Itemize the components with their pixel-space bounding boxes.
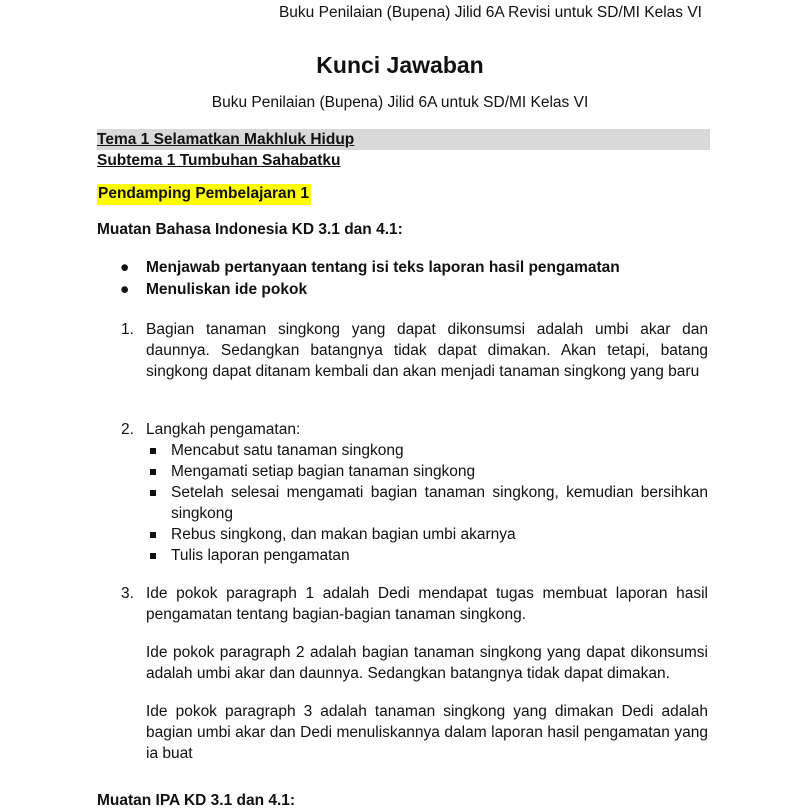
answer-3	[121, 583, 708, 764]
list-item: ● Menjawab pertanyaan tentang isi teks laporan hasil pengamatan	[118, 257, 620, 279]
answer-paragraph: Ide pokok paragraph 2 adalah bagian tanaman singkong yang dapat dikonsumsi adalah umbi akar dan daunnya. Sedangkan batangnya tidak dapat dimakan.	[146, 644, 708, 682]
answer-number: 3.	[121, 585, 134, 602]
list-item: Tulis laporan pengamatan	[146, 545, 708, 566]
bullet-icon: ●	[120, 259, 130, 276]
answer-text: Bagian tanaman singkong yang dapat dikonsumsi adalah umbi akar dan daunnya. Sedangkan batangnya tidak dapat dimakan. Akan tetapi, batang singkong dapat ditanam kembali dan akan menjadi tanaman singkong yang baru	[146, 321, 708, 380]
square-bullet-icon	[150, 532, 156, 538]
square-bullet-icon	[150, 553, 156, 559]
page-title: Kunci Jawaban	[316, 52, 484, 78]
page-subtitle: Buku Penilaian (Bupena) Jilid 6A untuk SD/MI Kelas VI	[211, 94, 589, 111]
square-bullet-icon	[150, 448, 156, 454]
answer-1	[121, 319, 708, 382]
square-bullet-icon	[150, 490, 156, 496]
running-header: Buku Penilaian (Bupena) Jilid 6A Revisi untuk SD/MI Kelas VI	[278, 4, 702, 21]
list-item: Mencabut satu tanaman singkong	[146, 440, 708, 461]
answer-number: 1.	[121, 321, 134, 338]
list-item: Rebus singkong, dan makan bagian umbi akarnya	[146, 524, 708, 545]
answer-2	[121, 419, 708, 566]
tema-heading: Tema 1 Selamatkan Makhluk Hidup	[97, 131, 355, 148]
answer-intro: Langkah pengamatan:	[146, 421, 301, 438]
list-item: ● Menuliskan ide pokok	[118, 279, 620, 301]
objectives-list	[118, 257, 620, 301]
list-item: Mengamati setiap bagian tanaman singkong	[146, 461, 708, 482]
answer-number: 2.	[121, 421, 134, 438]
pendamping-heading: Pendamping Pembelajaran 1	[97, 184, 311, 205]
subtema-heading: Subtema 1 Tumbuhan Sahabatku	[97, 152, 341, 169]
square-bullet-icon	[150, 469, 156, 475]
muatan-heading: Muatan Bahasa Indonesia KD 3.1 dan 4.1:	[97, 221, 403, 238]
list-item: Setelah selesai mengamati bagian tanaman singkong, kemudian bersihkan singkong	[146, 482, 708, 524]
cutoff-heading: Muatan IPA KD 3.1 dan 4.1:	[97, 792, 296, 809]
answer-paragraph: Ide pokok paragraph 1 adalah Dedi mendapat tugas membuat laporan hasil pengamatan tentang bagian-bagian tanaman singkong.	[146, 585, 708, 623]
steps-list	[146, 440, 708, 566]
bullet-icon: ●	[120, 281, 130, 298]
answer-paragraph: Ide pokok paragraph 3 adalah tanaman singkong yang dimakan Dedi adalah bagian umbi akar dan Dedi menuliskannya dalam laporan hasil pengamatan yang ia buat	[146, 703, 708, 762]
